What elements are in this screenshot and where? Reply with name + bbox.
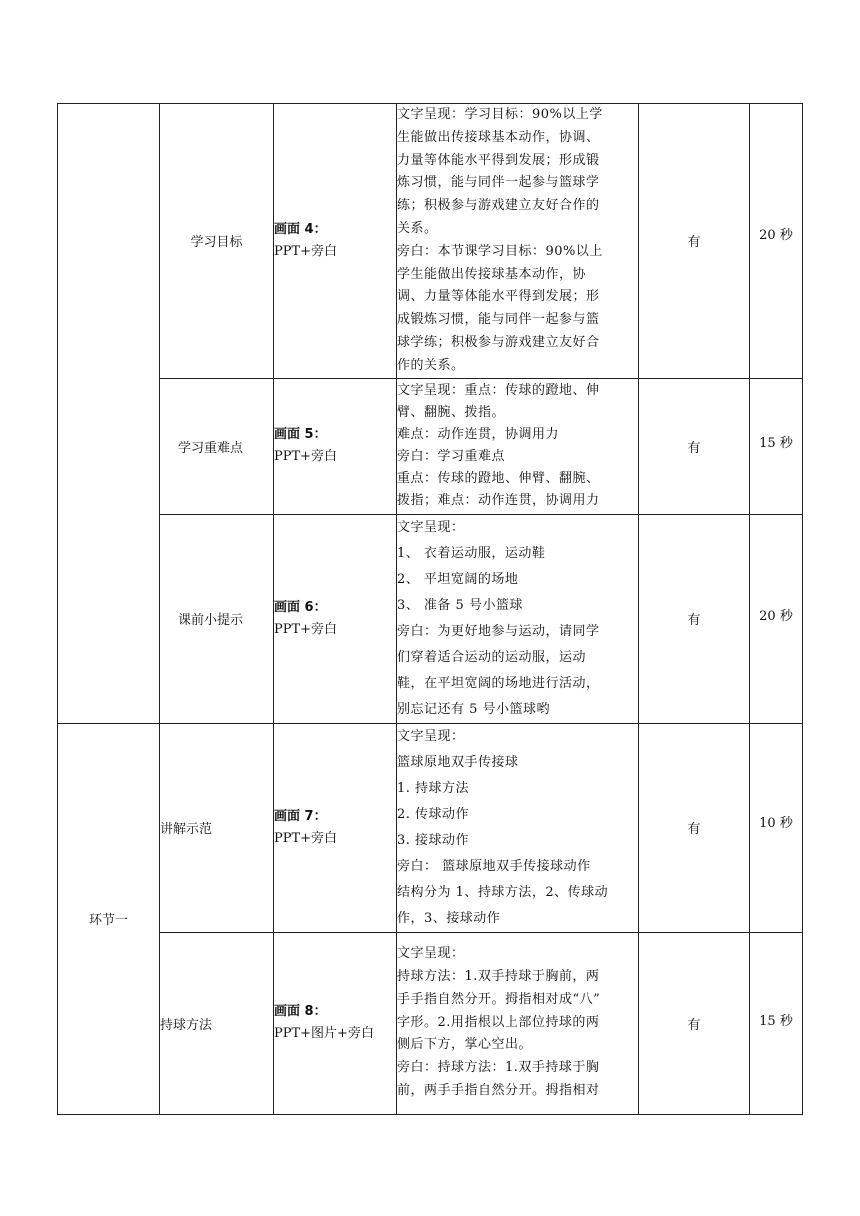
- frame-cell: [274, 104, 397, 379]
- content-line: 难点：动作连贯，协调用力: [397, 427, 560, 443]
- step-name-cell: 持球方法: [160, 932, 274, 1114]
- frame-cell: [274, 514, 397, 723]
- content-line: 结构分为 1、持球方法，2、传球动: [397, 884, 609, 900]
- frame-type: PPT+旁白: [274, 449, 338, 465]
- step-name-cell: 课前小提示: [160, 514, 274, 723]
- content-line: 2. 传球动作: [397, 806, 470, 822]
- flag-cell: 有: [639, 932, 750, 1114]
- content-line: 旁白：持球方法：1.双手持球于胸: [397, 1060, 600, 1076]
- frame-label: 画面 7：: [274, 808, 327, 824]
- flag-cell: 有: [639, 378, 750, 514]
- content-line: 文字呈现：: [397, 519, 465, 535]
- content-line: 作，3、接球动作: [397, 910, 501, 926]
- content-line: 调、力量等体能水平得到发展；形: [397, 289, 600, 305]
- content-line: 文字呈现：学习目标：90%以上学: [397, 107, 603, 122]
- content-cell: [397, 514, 639, 723]
- content-line: 成锻炼习惯，能与同伴一起参与篮: [397, 312, 600, 328]
- content-line: 1、 衣着运动服，运动鞋: [397, 545, 546, 561]
- content-line: 重点：传球的蹬地、伸臂、翻腕、: [397, 471, 600, 487]
- content-line: 关系。: [397, 220, 438, 236]
- content-line: 球学练；积极参与游戏建立友好合: [397, 334, 600, 350]
- content-line: 手手指自然分开。拇指相对成“八”: [397, 991, 601, 1007]
- frame-type: PPT+旁白: [274, 830, 338, 846]
- content-line: 力量等体能水平得到发展；形成锻: [397, 152, 600, 168]
- content-cell: [397, 932, 639, 1114]
- lesson-script-table: [57, 103, 803, 1115]
- content-line: 拨指；难点：动作连贯，协调用力: [397, 493, 600, 509]
- flag-cell: 有: [639, 104, 750, 379]
- content-line: 旁白： 篮球原地双手传接球动作: [397, 858, 591, 874]
- frame-cell: [274, 932, 397, 1114]
- step-name-cell: 学习重难点: [160, 378, 274, 514]
- frame-cell: [274, 723, 397, 932]
- content-line: 鞋，在平坦宽阔的场地进行活动，: [397, 675, 600, 691]
- duration-cell: 15 秒: [750, 932, 803, 1114]
- content-line: 别忘记还有 5 号小篮球哟: [397, 701, 551, 717]
- content-line: 练；积极参与游戏建立友好合作的: [397, 198, 600, 214]
- flag-cell: 有: [639, 723, 750, 932]
- content-line: 3. 接球动作: [397, 832, 470, 848]
- table-row: [58, 723, 803, 932]
- content-line: 们穿着适合运动的运动服，运动: [397, 649, 587, 665]
- content-line: 持球方法：1.双手持球于胸前，两: [397, 969, 600, 985]
- content-line: 文字呈现：: [397, 946, 465, 962]
- content-line: 旁白：本节课学习目标：90%以上: [397, 243, 603, 259]
- frame-label: 画面 8：: [274, 1004, 327, 1020]
- content-line: 文字呈现：重点：传球的蹬地、伸: [397, 383, 600, 399]
- frame-label: 画面 5：: [274, 427, 327, 443]
- content-line: 学生能做出传接球基本动作，协: [397, 266, 587, 282]
- table-row: [58, 104, 803, 379]
- frame-type: PPT+旁白: [274, 243, 338, 259]
- duration-cell: 20 秒: [750, 104, 803, 379]
- frame-label: 画面 6：: [274, 599, 327, 615]
- duration-cell: 15 秒: [750, 378, 803, 514]
- frame-type: PPT+旁白: [274, 621, 338, 637]
- content-line: 1. 持球方法: [397, 780, 470, 796]
- content-cell: [397, 104, 639, 379]
- content-line: 生能做出传接球基本动作，协调、: [397, 129, 600, 145]
- content-line: 旁白：为更好地参与运动，请同学: [397, 623, 600, 639]
- duration-cell: 20 秒: [750, 514, 803, 723]
- content-line: 炼习惯，能与同伴一起参与篮球学: [397, 175, 600, 191]
- section-cell: 环节一: [58, 723, 160, 1114]
- table-row: [58, 378, 803, 514]
- frame-type: PPT+图片+旁白: [274, 1026, 374, 1042]
- content-line: 文字呈现：: [397, 728, 465, 744]
- table-row: [58, 932, 803, 1114]
- frame-cell: [274, 378, 397, 514]
- content-line: 2、 平坦宽阔的场地: [397, 571, 519, 587]
- table-row: [58, 514, 803, 723]
- step-name-cell: 讲解示范: [160, 723, 274, 932]
- frame-label: 画面 4：: [274, 221, 327, 237]
- flag-cell: 有: [639, 514, 750, 723]
- content-line: 3、 准备 5 号小篮球: [397, 597, 523, 613]
- content-line: 作的关系。: [397, 357, 465, 373]
- section-cell: [58, 104, 160, 724]
- step-name-cell: 学习目标: [160, 104, 274, 379]
- content-line: 篮球原地双手传接球: [397, 754, 519, 770]
- content-cell: [397, 723, 639, 932]
- content-line: 臂、翻腕、拨指。: [397, 405, 506, 421]
- content-line: 侧后下方，掌心空出。: [397, 1037, 533, 1053]
- content-cell: [397, 378, 639, 514]
- content-line: 旁白：学习重难点: [397, 449, 506, 465]
- duration-cell: 10 秒: [750, 723, 803, 932]
- content-line: 字形。2.用指根以上部位持球的两: [397, 1014, 600, 1030]
- content-line: 前，两手手指自然分开。拇指相对: [397, 1083, 600, 1099]
